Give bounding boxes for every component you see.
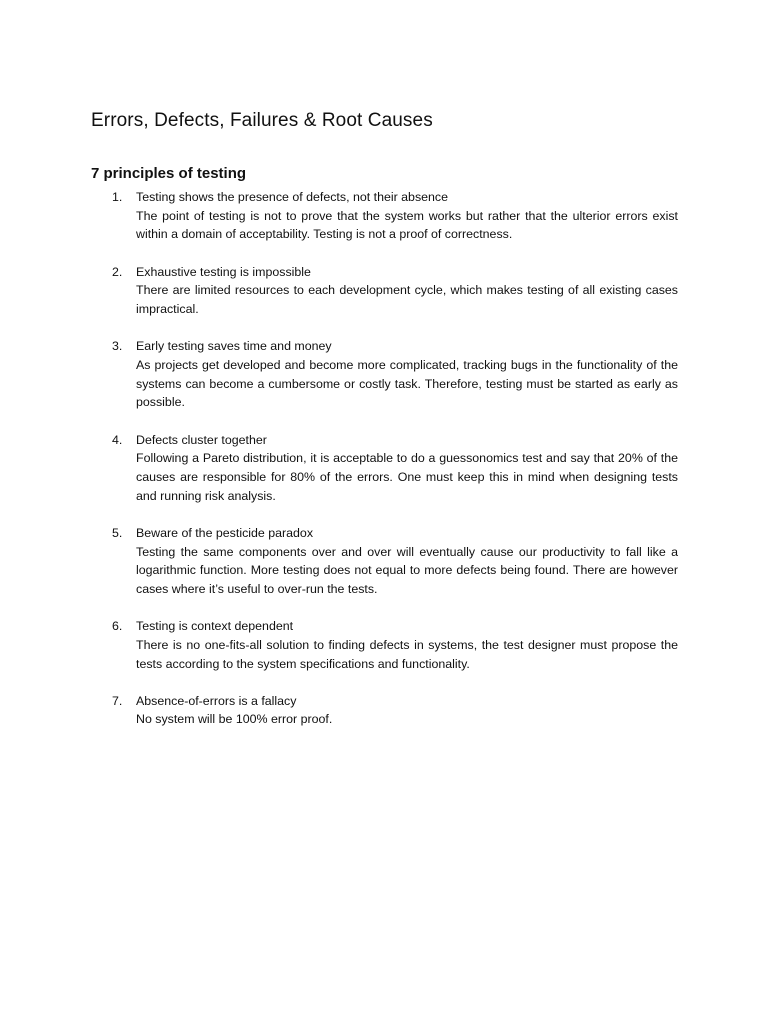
principle-heading: Exhaustive testing is impossible	[136, 264, 311, 279]
principle-item-5	[112, 524, 678, 599]
principle-item-7	[112, 692, 678, 729]
principle-number: 1.	[112, 190, 123, 204]
principle-heading: Early testing saves time and money	[136, 339, 332, 354]
principle-item-3	[112, 337, 678, 412]
principle-number: 4.	[112, 432, 123, 447]
section-heading: 7 principles of testing	[91, 165, 247, 182]
principle-heading: Beware of the pesticide paradox	[136, 525, 314, 540]
principle-body: As projects get developed and become more complicated, tracking bugs in the functionality of the systems can become a cumbersome or costly task. Therefore, testing must be started as early as possible.	[136, 357, 678, 410]
principle-number: 7.	[112, 693, 123, 708]
principle-number: 2.	[112, 264, 123, 279]
principle-item-1	[112, 188, 678, 244]
principle-item-4	[112, 431, 678, 506]
principle-body: Testing the same components over and over will eventually cause our productivity to fall like a logarithmic function. More testing does not equal to more defects being found. There are however cases where it’s useful to over-run the tests.	[136, 544, 678, 596]
principle-body: There are limited resources to each development cycle, which makes testing of all existing cases impractical.	[136, 283, 678, 317]
principle-body: The point of testing is not to prove that the system works but rather that the ulterior errors exist within a domain of acceptability. Testing is not a proof of correctness.	[136, 208, 678, 242]
principle-number: 5.	[112, 525, 123, 540]
principle-heading: Testing is context dependent	[136, 619, 294, 634]
principle-body: There is no one-fits-all solution to finding defects in systems, the test designer must propose the tests according to the system specifications and functionality.	[136, 637, 678, 671]
principle-body: No system will be 100% error proof.	[136, 712, 333, 727]
document-title: Errors, Defects, Failures & Root Causes	[91, 110, 433, 131]
principle-heading: Absence-of-errors is a fallacy	[136, 693, 297, 708]
principle-heading: Testing shows the presence of defects, not their absence	[136, 190, 449, 204]
principle-item-2	[112, 263, 678, 319]
principle-number: 3.	[112, 339, 123, 354]
principle-body: Following a Pareto distribution, it is acceptable to do a guessonomics test and say that 20% of the causes are responsible for 80% of the errors. One must keep this in mind when designing tests and running risk analysis.	[136, 451, 678, 503]
principles-list	[112, 188, 678, 748]
principle-number: 6.	[112, 619, 123, 634]
principle-item-6	[112, 617, 678, 673]
principle-heading: Defects cluster together	[136, 432, 267, 447]
